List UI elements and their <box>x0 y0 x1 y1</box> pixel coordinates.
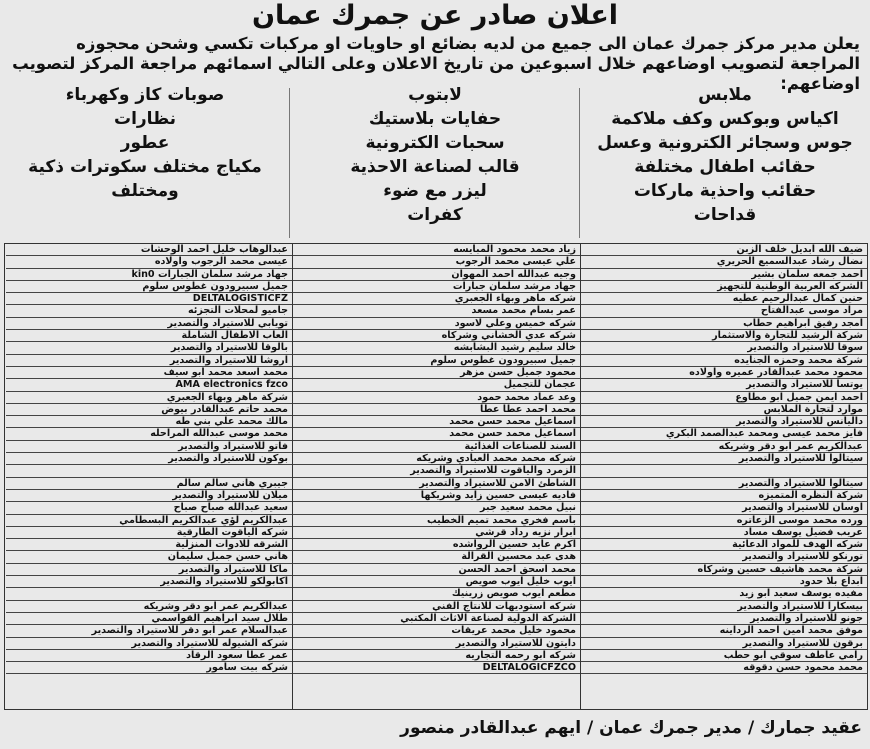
name-row: ابداع بلا حدود <box>581 576 867 588</box>
category-divider <box>579 88 580 238</box>
name-row: وجيه عبدالله احمد المهوان <box>293 269 580 281</box>
name-row: عمر عطا سعود الرقاد <box>6 650 292 662</box>
name-row: اكرم عايد حسين الرواشده <box>293 539 580 551</box>
category-item: مكياج مختلف سكوترات ذكية <box>28 157 262 177</box>
category-item: عطور <box>120 133 170 153</box>
name-row: رامي عاطف سوقي ابو حطب <box>581 650 867 662</box>
name-row: شركة النظره المتميزه <box>581 490 867 502</box>
name-row: سوقا للاستيراد والتصدير <box>581 342 867 354</box>
name-row: ميلان للاستيراد والتصدير <box>6 490 292 502</box>
name-row: سيتالوا للاستيراد والتصدير <box>581 453 867 465</box>
name-row: عجمان للتجميل <box>293 379 580 391</box>
category-item: قداحات <box>693 205 757 225</box>
notice-intro: يعلن مدير مركز جمرك عمان الى جميع من لديه بضائع او حاويات او مركبات تكسي وشحن محجوزه المراجعة لتصويب اوضاعهم خلال اسبوعين من تاريخ الاعلان وعلى التالي اسمائهم مراجعة المركز لتصويب اوضاعهم: <box>12 34 860 93</box>
name-row: فاتو للاستيراد والتصدير <box>6 441 292 453</box>
name-row: محمود محمد عبدالقادر عميره واولاده <box>581 367 867 379</box>
name-row: وعد عماد محمد حمود <box>293 392 580 404</box>
name-row: تويابي للاستيراد والتصدير <box>6 318 292 330</box>
name-row: سيتالوا للاستيراد والتصدير <box>581 478 867 490</box>
name-row: جونو للاستيراد والتصدير <box>581 613 867 625</box>
name-row: طلال سيد ابراهيم القواسمي <box>6 613 292 625</box>
signature-line: عقيد جمارك / مدير جمرك عمان / ايهم عبدالقادر منصور <box>400 718 862 738</box>
name-row: محمد موسى عبدالله المراحله <box>6 428 292 440</box>
name-row: مفيده يوسف سعيد ابو زيد <box>581 588 867 600</box>
name-row: جاميو لمحلات التجزئه <box>6 305 292 317</box>
name-row: الزمرد والياقوت للاستيراد والتصدير <box>293 465 580 477</box>
name-row: شركة ماهر وبهاء الجعبري <box>6 392 292 404</box>
name-row: محمد حاتم عبدالقادر بيوض <box>6 404 292 416</box>
name-row: نبيل محمد سعيد جبر <box>293 502 580 514</box>
name-row: جيبري هاني سالم سالم <box>6 478 292 490</box>
category-item: نظارات <box>113 109 177 129</box>
name-row: محمد اسحق احمد الحسن <box>293 564 580 576</box>
name-row: الشاطئ الامن للاستيراد والتصدير <box>293 478 580 490</box>
name-row: مراد موسى عبدالفتاح <box>581 305 867 317</box>
name-row: محمود خليل محمد عريقات <box>293 625 580 637</box>
names-column-2 <box>292 244 580 709</box>
name-row: احمد جمعه سلمان بشير <box>581 269 867 281</box>
name-row: مالك محمد علي بني طه <box>6 416 292 428</box>
name-row: امجد رفيق ابراهيم حطاب <box>581 318 867 330</box>
category-item: كفرات <box>407 205 463 225</box>
name-row: ضيف الله ابديل خلف الزبن <box>581 244 867 256</box>
name-row: جهاد مرشد سلمان جبارات <box>293 281 580 293</box>
name-row: شركه خميس وعلي لاسود <box>293 318 580 330</box>
name-row: عمر بسام محمد مسعد <box>293 305 580 317</box>
names-column-3 <box>6 244 292 709</box>
category-divider <box>289 88 290 238</box>
name-row: دايتون للاستيراد والتصدير <box>293 638 580 650</box>
name-row: شركة محمد هاشيف حسين وشركاه <box>581 564 867 576</box>
name-row: السند للصناعات الغذائية <box>293 441 580 453</box>
name-row: داليانس للاستيراد والتصدير <box>581 416 867 428</box>
name-row: هدى عبد محسين القرالة <box>293 551 580 563</box>
name-row: اروشا للاستيراد والتصدير <box>6 355 292 367</box>
name-row: سعيد عبدالله صباح صباح <box>6 502 292 514</box>
name-row: ايوب خليل ايوب صويص <box>293 576 580 588</box>
name-row: عيسى محمد الرجوب واولاده <box>6 256 292 268</box>
category-column-middle <box>290 84 580 242</box>
name-row: شركه الهدف للمواد الدعائية <box>581 539 867 551</box>
name-row: ورده محمد موسى الزعاتره <box>581 515 867 527</box>
name-row: محمد محمود حسن دقوقه <box>581 662 867 674</box>
name-row: شركه بيت سامور <box>6 662 292 674</box>
category-item: ومختلف <box>111 181 179 201</box>
name-row: حنين كمال عبدالرحيم عطيه <box>581 293 867 305</box>
name-row: بالوقا للاستيراد والتصدير <box>6 342 292 354</box>
category-column-right <box>580 84 870 242</box>
category-item: حقائب اطفال مختلفة <box>634 157 816 177</box>
name-row: شركه الشيوله للاستيراد والتصدير <box>6 638 292 650</box>
name-row: عبدالكريم عمر ابو دقر وشريكه <box>581 441 867 453</box>
name-row: شركه الياقوت الطارقية <box>6 527 292 539</box>
name-row: موارد لتجارة الملابس <box>581 404 867 416</box>
name-row: برقون للاستيراد والتصدير <box>581 638 867 650</box>
name-row: اوسان للاستيراد والتصدير <box>581 502 867 514</box>
name-row: الشرقه للادوات المنزلية <box>6 539 292 551</box>
name-row: فاديه عيسى حسين زايد وشريكها <box>293 490 580 502</box>
name-row: جميل سبيرودون غطوس سلوم <box>6 281 292 293</box>
name-row: شركه ماهر وبهاء الجعبري <box>293 293 580 305</box>
name-row: شركة محمد وحمزه الجنايده <box>581 355 867 367</box>
name-row: مطعم ايوب صويص زرينيك <box>293 588 580 600</box>
name-row: عبدالوهاب خليل احمد الوحشات <box>6 244 292 256</box>
category-item: جوس وسجائر الكترونية وعسل <box>597 133 853 153</box>
name-row: محمد احمد عطا عطا <box>293 404 580 416</box>
name-row: جميل سبيرودون غطوس سلوم <box>293 355 580 367</box>
name-row: عبدالكريم عمر ابو دقر وشريكه <box>6 601 292 613</box>
name-row: جهاد مرشد سلمان الجبارات kin0 <box>6 269 292 281</box>
notice-title: اعلان صادر عن جمرك عمان <box>251 0 619 31</box>
name-row <box>6 465 292 477</box>
name-row: AMA electronics fzco <box>6 379 292 391</box>
name-row: الشركة الدولية لصناعة الاثاث المكتبي <box>293 613 580 625</box>
category-item: سحبات الكترونية <box>365 133 505 153</box>
name-row: شركة الرشيد للتجارة والاستثمار <box>581 330 867 342</box>
names-column-1 <box>580 244 867 709</box>
category-heading: لابتوب <box>408 85 462 105</box>
category-item: حقائب واحذية ماركات <box>633 181 817 201</box>
category-item: حفايات بلاستيك <box>368 109 502 129</box>
name-row: اسماعيل محمد حسن محمد <box>293 428 580 440</box>
category-heading: ملابس <box>698 85 752 105</box>
name-row: بوكون للاستيراد والتصدير <box>6 453 292 465</box>
category-item: قالب لصناعة الاحذية <box>350 157 520 177</box>
name-row: شركه ابو رحمه التجاريه <box>293 650 580 662</box>
name-row <box>6 588 292 600</box>
name-row: فايز محمد عيسى ومحمد عبدالصمد البكري <box>581 428 867 440</box>
name-row: عريب فضيل يوسف مساد <box>581 527 867 539</box>
name-row: محمد اسعد محمد ابو سيف <box>6 367 292 379</box>
name-row: الشركه العربية الوطنية للتجهيز <box>581 281 867 293</box>
name-row: باسم فخري محمد تميم الخطيب <box>293 515 580 527</box>
category-item: ليزر مع ضوء <box>383 181 487 201</box>
name-row: عبدالسلام عمر ابو دقر للاستيراد والتصدير <box>6 625 292 637</box>
category-item: اكياس وبوكس وكف ملاكمة <box>611 109 839 129</box>
names-table <box>4 243 868 710</box>
goods-categories <box>0 84 870 242</box>
name-row: يوتسا للاستيراد والتصدير <box>581 379 867 391</box>
name-row: ماكا للاستيراد والتصدير <box>6 564 292 576</box>
category-column-left <box>0 84 290 242</box>
category-heading: صوبات كاز وكهرباء <box>65 85 225 105</box>
name-row: DELTALOGICFZCO <box>293 662 580 674</box>
name-row: نضال رشاد عبدالسميع الحريري <box>581 256 867 268</box>
name-row: هاني حسن جميل سليمان <box>6 551 292 563</box>
name-row: محمود جميل حسن مزهر <box>293 367 580 379</box>
name-row: ابرار نزيه رداد قرشي <box>293 527 580 539</box>
name-row: تورنكو للاستيراد والتصدير <box>581 551 867 563</box>
name-row: العاب الاطفال الشاملة <box>6 330 292 342</box>
name-row: زياد محمد محمود المبايسه <box>293 244 580 256</box>
name-row: علي عيسى محمد الرجوب <box>293 256 580 268</box>
name-row: DELTALOGISTICFZ <box>6 293 292 305</box>
name-row: اسماعيل محمد حسن محمد <box>293 416 580 428</box>
name-row: احمد ايمن جميل ابو مطاوع <box>581 392 867 404</box>
name-row: اكابولكو للاستيراد والتصدير <box>6 576 292 588</box>
name-row: خالد سليم رشيد البشابشه <box>293 342 580 354</box>
name-row: شركه محمد محمد العبادي وشريكه <box>293 453 580 465</box>
name-row: بيسكارا للاستيراد والتصدير <box>581 601 867 613</box>
name-row: عبدالكريم لؤي عبدالكريم البسطامي <box>6 515 292 527</box>
name-row: شركه استوديهات للانتاج الفني <box>293 601 580 613</box>
name-row: موفق محمد امين احمد الرداينه <box>581 625 867 637</box>
name-row <box>581 465 867 477</box>
name-row: شركه عدي الخشاني وشركاه <box>293 330 580 342</box>
